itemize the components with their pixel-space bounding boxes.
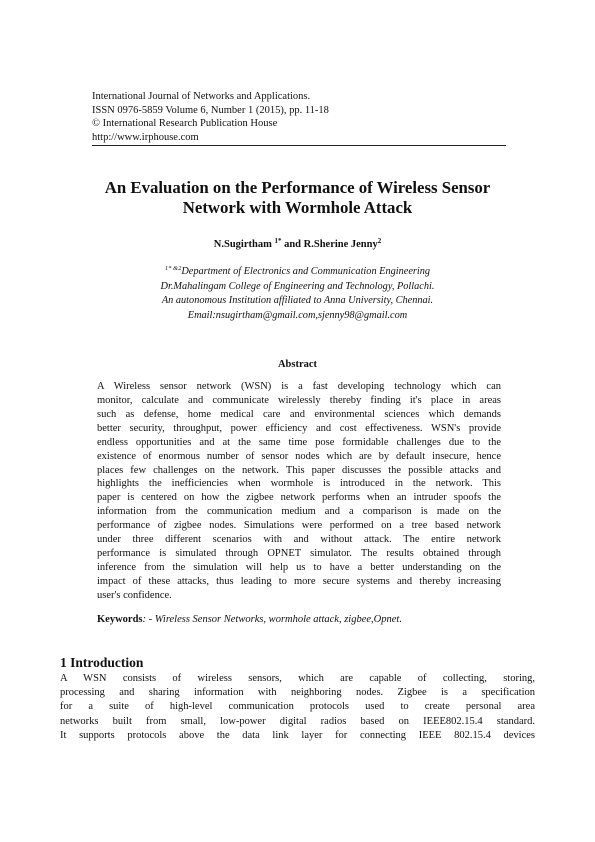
journal-publisher: © International Research Publication House	[92, 118, 278, 130]
journal-name: International Journal of Networks and Applications.	[92, 91, 311, 102]
abstract-line: information from the communication medium and a comparison is made on the	[97, 506, 501, 518]
affiliation-marker: 1* &2	[164, 265, 182, 272]
abstract-line: impact of these attacks, thus leading to more secure systems and thereby increasing	[97, 575, 501, 587]
title-line-1: An Evaluation on the Performance of Wireless Sensor	[104, 178, 491, 197]
abstract-line: under three different scenarios with and without attack. The entire network	[97, 534, 501, 546]
abstract-line: performance is simulated through OPNET simulator. The results obtained through	[97, 548, 501, 560]
author-1-marker: 1*	[274, 237, 282, 245]
intro-line: A WSN consists of wireless sensors, which are capable of collecting, storing,	[60, 673, 535, 684]
abstract-line: existence of enormous number of sensor nodes which are by default insecure, hence	[97, 450, 501, 462]
journal-issn: ISSN 0976-5859 Volume 6, Number 1 (2015), pp. 11-18	[92, 104, 329, 116]
abstract-line: monitor, calculate and communicate wirelessly thereby finding it's place in areas	[97, 394, 501, 406]
paper-title	[60, 178, 535, 218]
abstract-line: highlights the inefficiencies when wormhole is introduced in the network. This	[97, 478, 501, 490]
abstract-body	[97, 380, 501, 603]
keywords-label: Keywords	[97, 614, 143, 625]
author-2-marker: 2	[377, 237, 382, 245]
keywords-text: : - Wireless Sensor Networks, wormhole attack, zigbee,Opnet.	[142, 614, 402, 625]
abstract-line: better security, throughput, power efficiency and cost effectiveness. WSN's provide	[97, 422, 501, 434]
affiliation-line-1: $^{1* \&2}$Department of Electronics and Communication Engineering	[164, 265, 431, 277]
abstract-heading: Abstract	[277, 359, 318, 370]
section-heading: 1 Introduction	[60, 655, 144, 670]
abstract-line: endless opportunities and at the same time pose formidable challenges due to the	[97, 436, 501, 448]
intro-line: processing and sharing information with neighboring nodes. Zigbee is a specification	[60, 687, 535, 699]
author-2-name: R.Sherine Jenny	[303, 239, 378, 250]
abstract-line: inference from the simulation will help us to have a better understanding on the	[97, 561, 501, 573]
abstract-line: performance of zigbee nodes. Simulations were performed on a tree based network	[97, 520, 501, 532]
author-line	[60, 237, 535, 250]
introduction-body	[60, 672, 535, 743]
intro-line: networks built from small, low-power digital radios based on IEEE802.15.4 standard.	[60, 715, 535, 727]
intro-line: for a suite of high-level communication protocols used to create personal area	[60, 701, 535, 713]
author-joiner: and	[284, 239, 302, 250]
abstract-line: A Wireless sensor network (WSN) is a fast developing technology which can	[97, 381, 501, 392]
journal-url-link[interactable]: http://www.irphouse.com	[92, 131, 199, 143]
affiliation-line-3: An autonomous Institution affiliated to Anna University, Chennai.	[161, 295, 434, 307]
intro-line: It supports protocols above the data link layer for connecting IEEE 802.15.4 devices	[60, 729, 535, 741]
author-1-name: N.Sugirtham	[213, 239, 272, 250]
header-rule	[92, 145, 506, 146]
abstract-line: such as defense, home medical care and environmental sciences which demands	[97, 408, 501, 420]
affiliation-email: Email:nsugirtham@gmail.com,sjenny98@gmail.com	[187, 309, 408, 321]
abstract-line: user's confidence.	[97, 589, 172, 601]
abstract-line: places few challenges on the network. This paper discusses the possible attacks and	[97, 464, 501, 476]
journal-header	[92, 90, 512, 144]
keywords-line	[97, 614, 517, 625]
title-line-2: Network with Wormhole Attack	[182, 198, 413, 217]
affiliation-line-2: Dr.Mahalingam College of Engineering and Technology, Pollachi.	[160, 280, 435, 292]
abstract-line: paper is centered on how the zigbee network performs when an intruder spoofs the	[97, 492, 501, 504]
affiliation-block	[60, 262, 535, 323]
